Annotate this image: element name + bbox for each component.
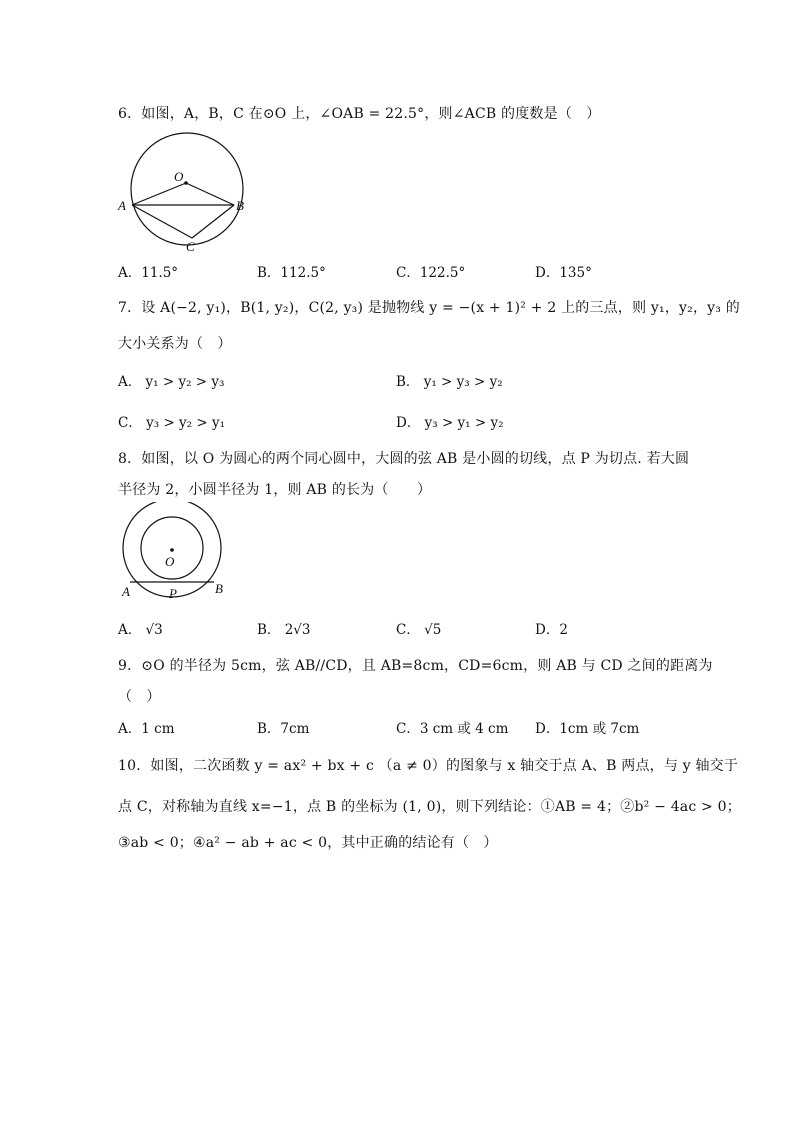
- q8-center-dot: [170, 548, 174, 552]
- q6-label-c: C: [186, 239, 195, 254]
- q6-circle: [131, 133, 243, 245]
- q8-label-a: A: [122, 584, 130, 599]
- q6-segment-ob: [186, 183, 234, 205]
- q6-option-a: A．11.5°: [118, 265, 179, 281]
- q6-stem: 6．如图，A，B，C 在⊙O 上，∠OAB = 22.5°，则∠ACB 的度数是（ ）: [118, 106, 601, 122]
- q9-stem-line1: 9．⊙O 的半径为 5cm，弦 AB//CD，且 AB=8cm，CD=6cm，则 AB 与 CD 之间的距离为: [118, 658, 713, 674]
- q8-option-c: C． √5: [396, 622, 442, 638]
- q9-option-b: B．7cm: [257, 721, 310, 737]
- q9-option-d: D．1cm 或 7cm: [535, 721, 640, 737]
- q8-label-p: P: [169, 586, 177, 601]
- q6-option-b: B．112.5°: [257, 265, 326, 281]
- q9-option-c: C．3 cm 或 4 cm: [396, 721, 509, 737]
- q10-stem-line1: 10．如图，二次函数 y = ax² + bx + c （a ≠ 0）的图象与 x 轴交于点 A、B 两点，与 y 轴交于: [118, 758, 739, 774]
- q6-label-b: B: [236, 198, 244, 213]
- q9-option-a: A．1 cm: [118, 721, 175, 737]
- q8-label-o: O: [165, 554, 175, 569]
- q6-center-dot: [184, 181, 188, 185]
- q10-stem-line2: 点 C，对称轴为直线 x=−1，点 B 的坐标为 (1, 0)，则下列结论：①AB = 4；②b² − 4ac > 0；: [118, 799, 741, 815]
- q6-option-d: D．135°: [535, 265, 592, 281]
- q8-stem-line2: 半径为 2，小圆半径为 1，则 AB 的长为（ ）: [118, 482, 432, 498]
- q7-stem-line2: 大小关系为（ ）: [118, 336, 232, 352]
- q6-label-a: A: [118, 198, 126, 213]
- q10-stem-line3: ③ab < 0；④a² − ab + ac < 0，其中正确的结论有（ ）: [118, 835, 498, 851]
- q7-option-d: D． y₃ > y₁ > y₂: [396, 415, 504, 431]
- q7-option-b: B． y₁ > y₃ > y₂: [396, 374, 503, 390]
- q8-small-circle: [141, 517, 203, 579]
- q8-label-b: B: [215, 581, 223, 596]
- q6-segment-oa: [132, 183, 186, 205]
- q8-option-b: B． 2√3: [257, 622, 311, 638]
- q7-option-a: A． y₁ > y₂ > y₃: [118, 374, 225, 390]
- q7-stem-line1: 7．设 A(−2, y₁)，B(1, y₂)，C(2, y₃) 是抛物线 y = −(x + 1)² + 2 上的三点，则 y₁，y₂，y₃ 的: [118, 300, 740, 316]
- q8-stem-line1: 8．如图，以 O 为圆心的两个同心圆中，大圆的弦 AB 是小圆的切线，点 P 为切点. 若大圆: [118, 451, 690, 467]
- q8-option-a: A． √3: [118, 622, 163, 638]
- q7-option-c: C． y₃ > y₂ > y₁: [118, 415, 226, 431]
- q6-segment-bc: [192, 205, 234, 238]
- q8-figure: [112, 502, 232, 602]
- q6-figure: [112, 126, 252, 256]
- q9-stem-line2: （ ）: [118, 689, 161, 705]
- q6-option-c: C．122.5°: [396, 265, 466, 281]
- q8-option-d: D．2: [535, 622, 568, 638]
- q6-label-o: O: [174, 169, 184, 184]
